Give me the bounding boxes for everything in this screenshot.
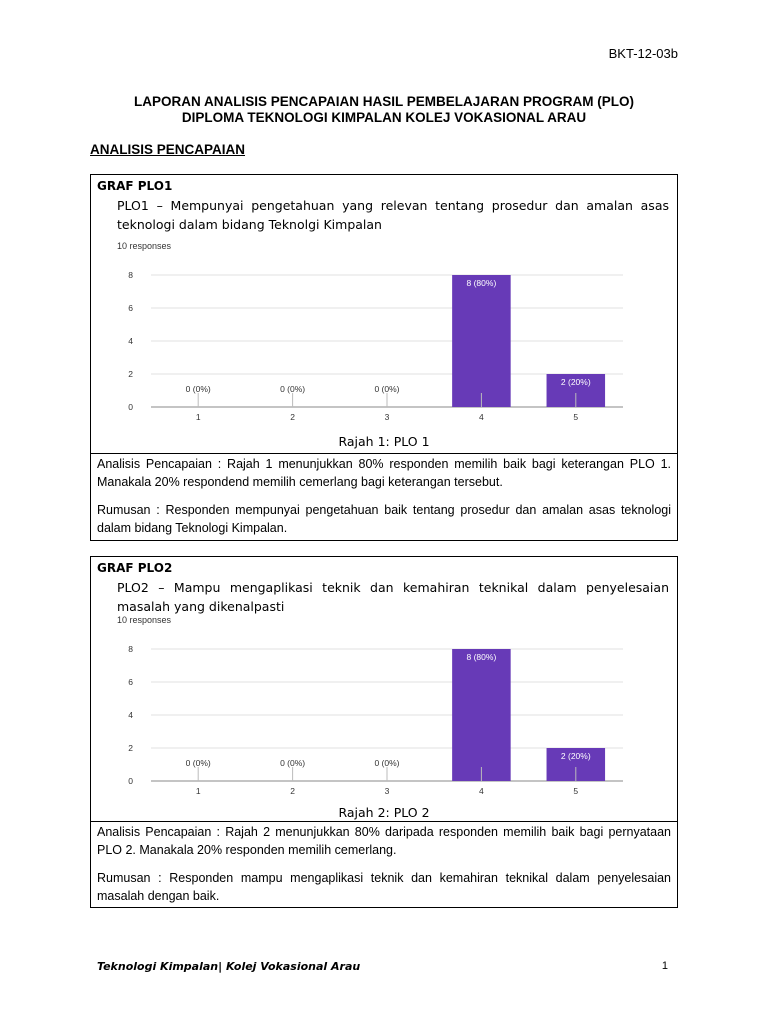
- graf-heading: GRAF PLO2: [97, 561, 173, 575]
- analysis-section: [91, 453, 677, 537]
- data-label: 8 (80%): [466, 652, 497, 662]
- responses-count: 10 responses: [117, 615, 172, 625]
- analysis-section: [91, 821, 677, 905]
- graf-plo2-block: [90, 556, 678, 908]
- x-tick-label: 4: [479, 412, 484, 422]
- y-tick-label: 8: [128, 644, 133, 654]
- data-label: 2 (20%): [560, 377, 591, 387]
- analisis-text: Analisis Pencapaian : Rajah 1 menunjukkan 80% responden memilih baik bagi keterangan PLO 1. Manakala 20% respondend memilih cemerlang bagi keterangan tersebut.: [97, 457, 671, 489]
- graf-plo1-block: [90, 174, 678, 541]
- section-heading: ANALISIS PENCAPAIAN: [90, 142, 246, 157]
- rumusan-text: Rumusan : Responden mempunyai pengetahuan baik tentang prosedur dan amalan asas teknologi dalam bidang Teknologi Kimpalan.: [97, 503, 671, 535]
- figure-caption: Rajah 1: PLO 1: [338, 434, 430, 449]
- analisis-text: Analisis Pencapaian : Rajah 2 menunjukkan 80% daripada responden memilih baik bagi pernyataan PLO 2. Manakala 20% responden memilih cemerlang.: [97, 825, 671, 857]
- x-tick-label: 3: [384, 412, 390, 422]
- x-tick-label: 1: [195, 786, 201, 796]
- y-tick-label: 6: [128, 303, 133, 313]
- graf-heading: GRAF PLO1: [97, 179, 173, 193]
- y-tick-label: 2: [128, 743, 133, 753]
- bar: [452, 649, 511, 781]
- y-tick-label: 6: [128, 677, 133, 687]
- footer-text: Teknologi Kimpalan| Kolej Vokasional Arau: [97, 960, 361, 973]
- data-label: 0 (0%): [280, 384, 306, 394]
- x-tick-label: 3: [384, 786, 390, 796]
- plo-description: PLO2 – Mampu mengaplikasi teknik dan kemahiran teknikal dalam penyelesaian masalah yang dikenalpasti: [117, 580, 669, 614]
- x-tick-label: 5: [573, 412, 579, 422]
- x-tick-label: 1: [195, 412, 201, 422]
- rumusan-text: Rumusan : Responden mampu mengaplikasi teknik dan kemahiran teknikal dalam penyelesaian masalah dengan baik.: [97, 871, 671, 903]
- title-line-1: LAPORAN ANALISIS PENCAPAIAN HASIL PEMBELAJARAN PROGRAM (PLO): [133, 94, 635, 109]
- data-label: 0 (0%): [374, 758, 400, 768]
- plo1-bar-chart: [111, 257, 631, 427]
- y-tick-label: 4: [128, 710, 133, 720]
- figure-caption: Rajah 2: PLO 2: [338, 805, 430, 820]
- document-code: BKT-12-03b: [608, 46, 678, 61]
- y-tick-label: 4: [128, 336, 133, 346]
- y-tick-label: 8: [128, 270, 133, 280]
- responses-count: 10 responses: [117, 241, 172, 251]
- y-tick-label: 2: [128, 369, 133, 379]
- title-line-2: DIPLOMA TEKNOLOGI KIMPALAN KOLEJ VOKASIONAL ARAU: [181, 110, 587, 125]
- bar: [452, 275, 511, 407]
- data-label: 0 (0%): [374, 384, 400, 394]
- data-label: 0 (0%): [185, 758, 211, 768]
- data-label: 0 (0%): [280, 758, 306, 768]
- x-tick-label: 5: [573, 786, 579, 796]
- plo-description: PLO1 – Mempunyai pengetahuan yang relevan tentang prosedur dan amalan asas teknologi dalam bidang Teknolgi Kimpalan: [117, 198, 669, 232]
- x-tick-label: 4: [479, 786, 484, 796]
- y-tick-label: 0: [128, 402, 133, 412]
- plo2-bar-chart: [111, 631, 631, 801]
- x-tick-label: 2: [290, 786, 295, 796]
- y-tick-label: 0: [128, 776, 133, 786]
- data-label: 8 (80%): [466, 278, 497, 288]
- data-label: 2 (20%): [560, 751, 591, 761]
- page-number: 1: [661, 960, 668, 972]
- data-label: 0 (0%): [185, 384, 211, 394]
- x-tick-label: 2: [290, 412, 295, 422]
- report-title: [0, 94, 768, 126]
